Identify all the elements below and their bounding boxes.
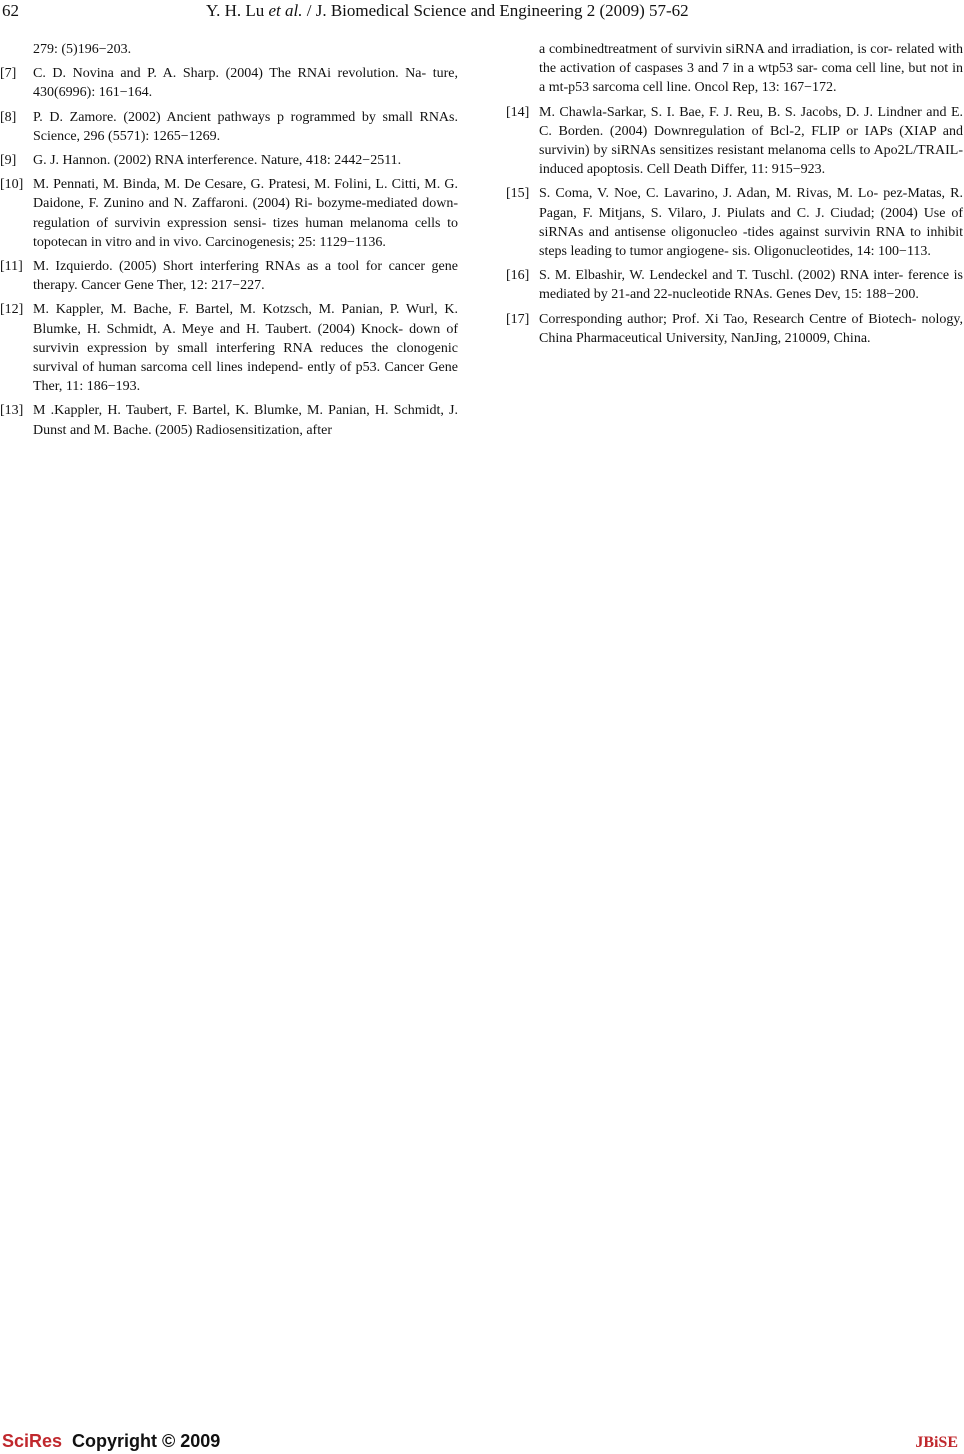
publisher-logo: SciRes [2,1431,63,1451]
reference-item [0,64,458,102]
header-authors: Y. H. Lu [206,1,269,20]
reference-number: [13] [0,403,24,419]
reference-number: [8] [0,109,17,125]
page-number: 62 [2,1,19,20]
reference-text: P. D. Zamore. (2002) Ancient pathways p rogrammed by small RNAs. Science, 296 (5571): 1265−1269. [33,109,458,144]
running-head [0,0,964,26]
reference-item [506,266,963,304]
reference-continuation: 279: (5)196−203. [33,42,132,57]
copyright-notice: Copyright © 2009 [72,1431,221,1451]
reference-continuation: a combinedtreatment of survivin siRNA and irradiation, is cor- related with the activation of caspases 3 and 7 in a wtp53 sar- coma cell line, but not in a mt-p53 sarcoma cell line. Oncol Rep, 13: 167−172. [539,42,963,96]
reference-number: [12] [0,302,24,318]
journal-header [206,0,689,22]
header-journal-citation: / J. Biomedical Science and Engineering 2 (2009) 57-62 [302,1,689,20]
reference-item [0,151,458,170]
reference-item [506,103,963,180]
reference-item [0,401,458,439]
reference-text: G. J. Hannon. (2002) RNA interference. Nature, 418: 2442−2511. [33,153,402,169]
reference-number: [15] [506,186,530,202]
reference-text: S. M. Elbashir, W. Lendeckel and T. Tuschl. (2002) RNA inter- ference is mediated by 21-and 22-nucleotide RNAs. Genes Dev, 15: 188−200. [539,268,963,303]
references-left-column [0,40,458,445]
reference-number: [16] [506,268,530,284]
reference-text: M. Kappler, M. Bache, F. Bartel, M. Kotzsch, M. Panian, P. Wurl, K. Blumke, H. Schmidt, A. Meye and H. Taubert. (2004) Knock- down of survivin expression by small interfering RNA reduces the clonogenic survival of human sarcoma cell lines independ- ently of p53. Cancer Gene Ther, 11: 186−193. [33,302,458,395]
reference-text: M. Pennati, M. Binda, M. De Cesare, G. Pratesi, M. Folini, L. Citti, M. G. Daidone, F. Zunino and N. Zaffaroni. (2004) Ri- bozyme-mediated down-regulation of survivin expression sensi- tizes human melanoma cells to topotecan in vitro and in vivo. Carcinogenesis; 25: 1129−1136. [33,177,458,250]
reference-item [0,300,458,396]
header-et-al: et al. [268,1,303,20]
reference-number: [11] [0,259,23,275]
reference-number: [9] [0,153,17,169]
reference-text: S. Coma, V. Noe, C. Lavarino, J. Adan, M. Rivas, M. Lo- pez-Matas, R. Pagan, F. Mitjans, S. Vilaro, J. Piulats and C. J. Ciudad; (2004) Use of siRNAs and antisense oligonucleo -tides against survivin RNA to inhibit steps leading to tumor angiogene- sis. Oligonucleotides, 14: 100−113. [539,186,963,260]
reference-text: C. D. Novina and P. A. Sharp. (2004) The RNAi revolution. Na- ture, 430(6996): 161−164. [33,66,458,101]
reference-item [506,310,963,348]
reference-text: M .Kappler, H. Taubert, F. Bartel, K. Blumke, M. Panian, H. Schmidt, J. Dunst and M. Bache. (2005) Radiosensitization, after [33,403,458,438]
references-right-column [506,40,963,353]
reference-item [0,257,458,295]
reference-item [0,175,458,252]
page-footer [0,1430,964,1454]
reference-text: M. Chawla-Sarkar, S. I. Bae, F. J. Reu, B. S. Jacobs, D. J. Lindner and E. C. Borden. (2004) Downregulation of Bcl-2, FLIP or IAPs (XIAP and survivin) by siRNAs sensitizes resistant melanoma cells to Apo2L/TRAIL-induced apoptosis. Cell Death Differ, 11: 915−923. [539,104,963,178]
reference-number: [17] [506,311,530,327]
reference-text: M. Izquierdo. (2005) Short interfering RNAs as a tool for cancer gene therapy. Cancer Gene Ther, 12: 217−227. [33,259,458,294]
reference-text: Corresponding author; Prof. Xi Tao, Research Centre of Biotech- nology, China Pharmaceutical University, NanJing, 210009, China. [539,311,963,346]
reference-item [506,184,963,261]
reference-number: [7] [0,66,17,82]
reference-item [0,108,458,146]
journal-abbreviation: JBiSE [915,1434,958,1451]
reference-number: [10] [0,177,24,193]
reference-number: [14] [506,104,530,120]
